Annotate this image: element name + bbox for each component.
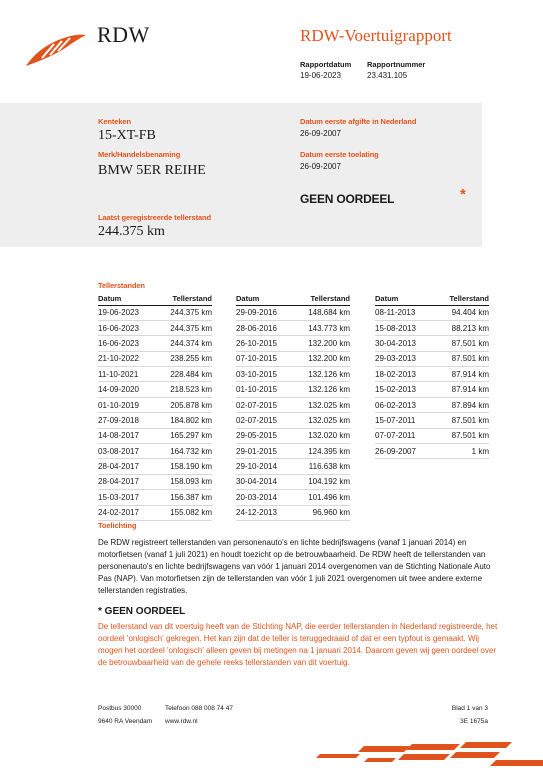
reading-date: 16-06-2023 (98, 320, 158, 335)
table-row (98, 351, 212, 366)
table-row (375, 351, 489, 366)
reading-date: 14-08-2017 (98, 428, 158, 443)
reading-date: 24-12-2013 (236, 505, 298, 520)
reading-date: 28-06-2016 (236, 320, 298, 335)
report-number-label: Rapportnummer (367, 60, 426, 69)
reading-date: 15-02-2013 (375, 382, 437, 397)
reading-date: 18-02-2013 (375, 367, 437, 382)
table-row (98, 320, 212, 335)
reading-date: 07-10-2015 (236, 351, 298, 366)
verdict-value: GEEN OORDEEL (300, 192, 395, 206)
footer-page: Blad 1 van 3 (451, 705, 488, 712)
table-row (98, 382, 212, 397)
verdict-asterisk: * (460, 186, 466, 203)
reading-date: 07-07-2011 (375, 428, 437, 443)
reading-value: 101.496 km (298, 490, 350, 505)
reading-value: 104.192 km (298, 474, 350, 489)
reading-value: 132.126 km (298, 367, 350, 382)
reading-date: 02-07-2015 (236, 397, 298, 412)
report-date: 19-06-2023 (300, 71, 341, 80)
table-row (236, 351, 350, 366)
brand-name: RDW (97, 22, 150, 47)
reading-date: 15-08-2013 (375, 320, 437, 335)
reading-value: 156.387 km (158, 490, 212, 505)
report-title: RDW-Voertuigrapport (300, 26, 452, 45)
reading-value: 148.684 km (298, 305, 350, 320)
reading-date: 29-10-2014 (236, 459, 298, 474)
reading-date: 06-02-2013 (375, 397, 437, 412)
plate-value: 15-XT-FB (98, 128, 156, 143)
reading-date: 20-03-2014 (236, 490, 298, 505)
reading-value: 218.523 km (158, 382, 212, 397)
first-nl-value: 26-09-2007 (300, 129, 341, 138)
reading-value: 124.395 km (298, 444, 350, 459)
reading-date: 28-04-2017 (98, 459, 158, 474)
reading-date: 03-08-2017 (98, 444, 158, 459)
reading-value: 164.732 km (158, 444, 212, 459)
reading-date: 29-01-2015 (236, 444, 298, 459)
report-date-label: Rapportdatum (300, 60, 352, 69)
reading-value: 165.297 km (158, 428, 212, 443)
reading-date: 26-09-2007 (375, 444, 437, 459)
table-row (98, 474, 212, 489)
make-label: Merk/Handelsbenaming (98, 150, 181, 159)
reading-date: 01-10-2019 (98, 397, 158, 412)
reading-value: 143.773 km (298, 320, 350, 335)
table-row (236, 397, 350, 412)
reading-value: 94.404 km (437, 305, 489, 320)
table-row (98, 367, 212, 382)
reading-value: 155.082 km (158, 505, 212, 520)
readings-column-1 (98, 293, 212, 521)
table-row (98, 397, 212, 412)
reading-value: 96.960 km (298, 505, 350, 520)
reading-date: 24-02-2017 (98, 505, 158, 520)
table-row (375, 428, 489, 443)
table-row (98, 505, 212, 520)
reading-date: 15-07-2011 (375, 413, 437, 428)
table-row (236, 428, 350, 443)
reading-value: 88.213 km (437, 320, 489, 335)
reading-date: 03-10-2015 (236, 367, 298, 382)
verdict-explanation: De tellerstand van dit voertuig heeft van de Stichting NAP, die eerder tellerstanden in Nederland registreerde, het oordeel 'onlogisch' gekregen. Het kan zijn dat de teller is teruggedraaid of dat er een typfout is gemaakt. Wij mogen het oordeel 'onlogisch' alleen geven bij metingen na 1 januari 2014. Daarom geven wij geen oordeel over de betrouwbaarheid van de gehele reeks tellerstanden van dit voertuig. (98, 622, 498, 667)
readings-column-2 (236, 293, 350, 521)
reading-value: 132.126 km (298, 382, 350, 397)
reading-value: 87.501 km (437, 336, 489, 351)
table-row (98, 413, 212, 428)
reading-value: 87.914 km (437, 382, 489, 397)
explanation-text: De RDW registreert tellerstanden van personenauto's en lichte bedrijfswagens (vanaf 1 januari 2014) en motorfietsen (vanaf 1 juli 2021) en houdt toezicht op de betrouwbaarheid. De RDW heeft de tellerstanden van personenauto's en lichte bedrijfswagens van vóór 1 januari 2014 overgenomen van de Stichting Nationale Auto Pas (NAP). Van motorfietsen zijn de tellerstanden van vóór 1 juli 2021 overgenomen uit twee andere externe tellerstanden registraties. (98, 538, 491, 595)
reading-date: 02-07-2015 (236, 413, 298, 428)
reading-date: 16-06-2023 (98, 336, 158, 351)
rdw-stripes-decoration (300, 740, 543, 768)
table-row (375, 397, 489, 412)
table-row (236, 459, 350, 474)
table-row (375, 444, 489, 459)
table-row (375, 305, 489, 320)
footer-web: www.rdw.nl (165, 718, 198, 725)
reading-value: 205.878 km (158, 397, 212, 412)
reading-value: 1 km (437, 444, 489, 459)
report-number: 23.431.105 (367, 71, 408, 80)
reading-value: 87.914 km (437, 367, 489, 382)
reading-value: 87.894 km (437, 397, 489, 412)
reading-date: 29-03-2013 (375, 351, 437, 366)
col-date-header: Datum (375, 293, 437, 305)
readings-table-3 (375, 293, 489, 459)
table-row (236, 490, 350, 505)
explanation-title: Toelichting (98, 521, 137, 530)
table-row (375, 320, 489, 335)
reading-value: 184.802 km (158, 413, 212, 428)
table-row (236, 444, 350, 459)
footer-city: 9640 RA Veendam (98, 718, 153, 725)
readings-table-2 (236, 293, 350, 521)
table-row (98, 490, 212, 505)
reading-date: 30-04-2013 (375, 336, 437, 351)
col-reading-header: Tellerstand (437, 293, 489, 305)
reading-value: 158.093 km (158, 474, 212, 489)
table-row (98, 459, 212, 474)
table-row (236, 336, 350, 351)
table-row (375, 413, 489, 428)
reading-date: 21-10-2022 (98, 351, 158, 366)
reading-date: 01-10-2015 (236, 382, 298, 397)
readings-title: Tellerstanden (98, 281, 145, 290)
reading-value: 87.501 km (437, 428, 489, 443)
reading-value: 244.374 km (158, 336, 212, 351)
reading-value: 116.638 km (298, 459, 350, 474)
table-row (236, 367, 350, 382)
col-reading-header: Tellerstand (158, 293, 212, 305)
odometer-label: Laatst geregistreerde tellerstand (98, 213, 211, 222)
reading-value: 238.255 km (158, 351, 212, 366)
first-admission-value: 26-09-2007 (300, 162, 341, 171)
reading-value: 132.025 km (298, 413, 350, 428)
table-row (98, 428, 212, 443)
reading-value: 132.200 km (298, 351, 350, 366)
reading-date: 11-10-2021 (98, 367, 158, 382)
table-row (236, 382, 350, 397)
table-row (236, 474, 350, 489)
table-row (236, 305, 350, 320)
reading-value: 132.020 km (298, 428, 350, 443)
footer-postbus: Postbus 30000 (98, 705, 142, 712)
reading-value: 87.501 km (437, 413, 489, 428)
table-row (236, 505, 350, 520)
table-row (98, 305, 212, 320)
table-row (375, 336, 489, 351)
reading-value: 228.484 km (158, 367, 212, 382)
reading-date: 30-04-2014 (236, 474, 298, 489)
table-row (236, 413, 350, 428)
footer-phone: Telefoon 088 008 74 47 (165, 705, 233, 712)
first-admission-label: Datum eerste toelating (300, 150, 379, 159)
verdict-heading: * GEEN OORDEEL (98, 606, 186, 617)
reading-value: 244.375 km (158, 320, 212, 335)
make-value: BMW 5ER REIHE (98, 163, 206, 178)
table-row (98, 336, 212, 351)
reading-date: 29-09-2016 (236, 305, 298, 320)
reading-date: 14-09-2020 (98, 382, 158, 397)
reading-date: 15-03-2017 (98, 490, 158, 505)
reading-date: 29-05-2015 (236, 428, 298, 443)
col-reading-header: Tellerstand (298, 293, 350, 305)
odometer-value: 244.375 km (98, 224, 165, 239)
table-row (236, 320, 350, 335)
first-nl-label: Datum eerste afgifte in Nederland (300, 117, 417, 126)
reading-value: 132.200 km (298, 336, 350, 351)
reading-value: 132.025 km (298, 397, 350, 412)
reading-date: 27-09-2018 (98, 413, 158, 428)
col-date-header: Datum (236, 293, 298, 305)
table-row (375, 367, 489, 382)
table-row (375, 382, 489, 397)
reading-value: 158.190 km (158, 459, 212, 474)
reading-value: 87.501 km (437, 351, 489, 366)
reading-date: 08-11-2013 (375, 305, 437, 320)
rdw-logo-icon (24, 28, 88, 68)
reading-date: 19-06-2023 (98, 305, 158, 320)
reading-date: 26-10-2015 (236, 336, 298, 351)
plate-label: Kenteken (98, 117, 131, 126)
readings-column-3 (375, 293, 489, 459)
readings-table-1 (98, 293, 212, 521)
reading-value: 244.375 km (158, 305, 212, 320)
reading-date: 28-04-2017 (98, 474, 158, 489)
col-date-header: Datum (98, 293, 158, 305)
table-row (98, 444, 212, 459)
footer-code: 3E 1675a (460, 718, 488, 725)
